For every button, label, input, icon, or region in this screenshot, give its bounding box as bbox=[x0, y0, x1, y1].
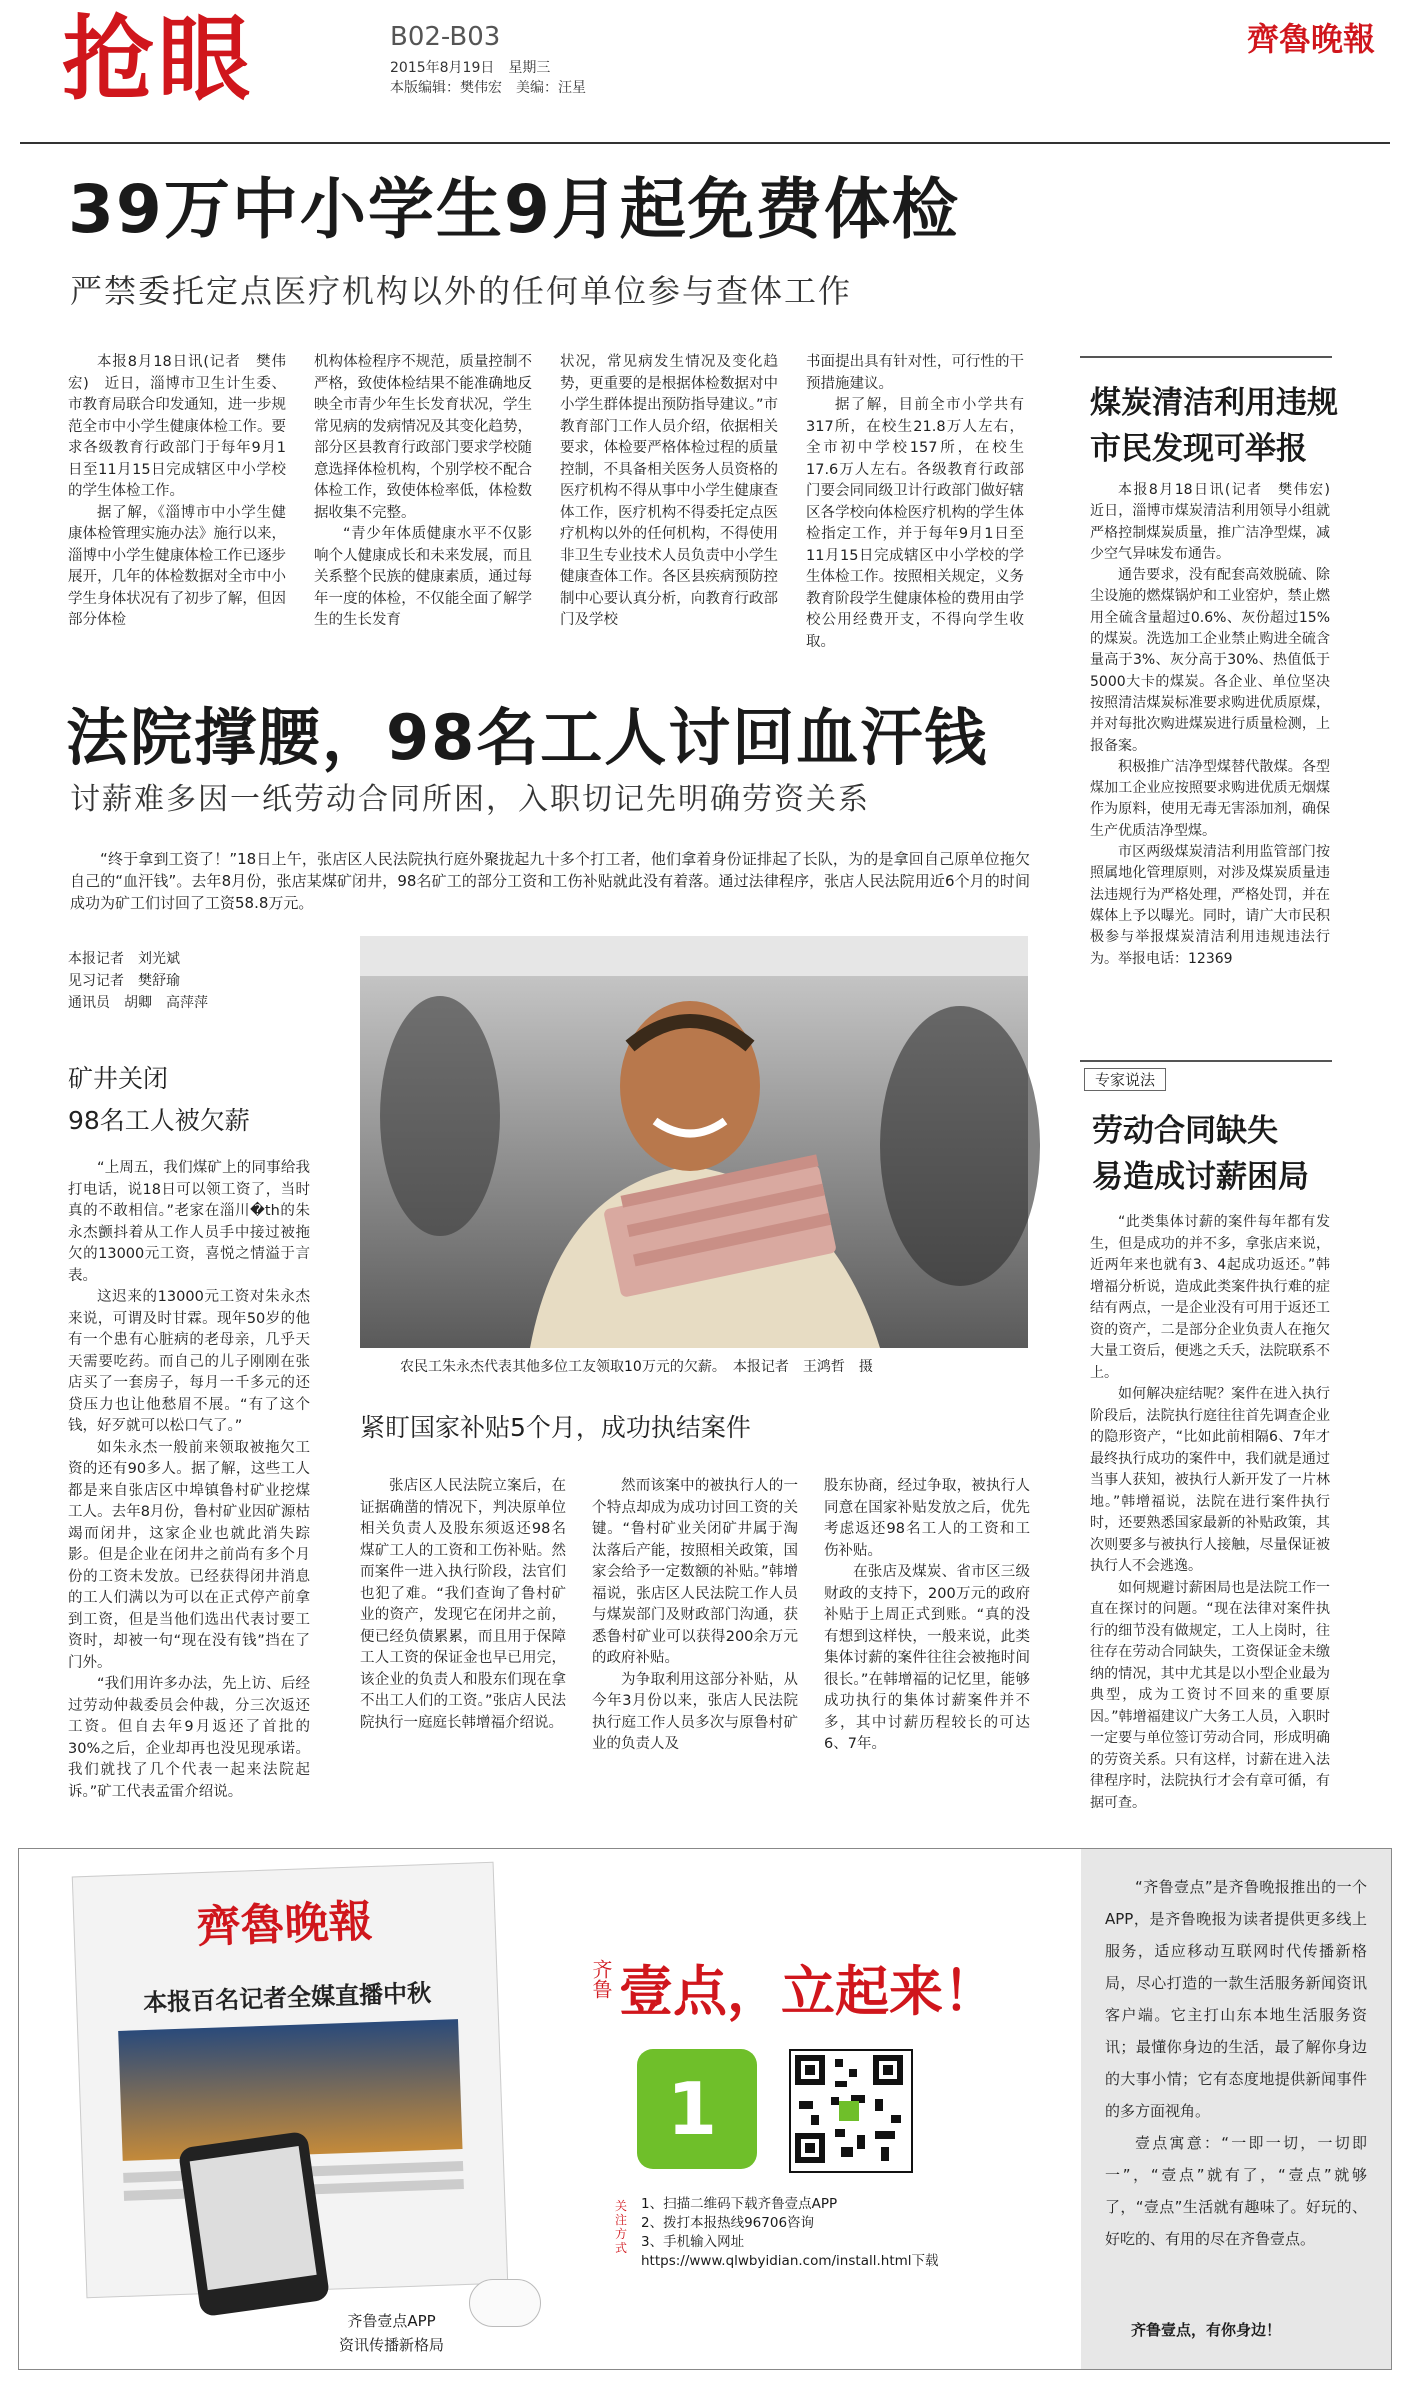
headline-line: 市民发现可举报 bbox=[1090, 431, 1307, 467]
sidebar2-tag bbox=[1084, 1068, 1166, 1091]
paragraph: “齐鲁壹点”是齐鲁晚报推出的一个APP，是齐鲁晚报为读者提供更多线上服务，适应移动互联网时代传播新格局，尽心打造的一款生活服务新闻资讯客户端。它主打山东本地生活服务资讯；最懂你身边的生活，最了解你身边的大事小情；它有态度地提供新闻事件的多方面视角。 bbox=[1105, 1878, 1367, 2120]
paragraph: 据了解，《淄博市中小学生健康体检管理实施办法》施行以来，淄博中小学生健康体检工作已逐步展开，几年的体检数据对全市中小学生身体状况有了初步了解，但因部分体检 bbox=[68, 504, 286, 628]
title-line: 98名工人被欠薪 bbox=[68, 1106, 250, 1135]
story2-section2-column-1 bbox=[360, 1476, 566, 1836]
paragraph: 状况，常见病发生情况及变化趋势，更重要的是根据体检数据对中小学生群体提出预防指导建议。”市教育部门工作人员介绍，依据相关要求，体检要严格体检过程的质量控制，不具备相关医务人员资格的医疗机构不得从事中小学生健康查体工作，医疗机构不得委托定点医疗机构以外的任何机构，不得使用非卫生专业技术人员负责中小学生健康查体工作。各区县疾病预防控制中心要认真分析，向教育行政部门及学校 bbox=[560, 354, 778, 628]
how-to-list bbox=[641, 2195, 939, 2271]
lead-paragraph: “终于拿到工资了！”18日上午，张店区人民法院执行庭外聚拢起九十多个打工者，他们拿着身份证排起了长队，为的是拿回自己原单位拖欠自己的“血汗钱”。去年8月份，张店某煤矿闭井，98名矿工的部分工资和工伤补贴就此没有着落。通过法律程序，张店人民法院用近6个月的时间成功为矿工们讨回了工资58.8万元。 bbox=[70, 850, 1030, 912]
story2-section1-body bbox=[68, 1158, 310, 1834]
app-advertisement bbox=[18, 1848, 1392, 2370]
phone-icon bbox=[178, 2131, 330, 2317]
mockup-headline: 本报百名记者全媒直播中秋 bbox=[142, 1979, 432, 2018]
brand-small: 齐鲁 bbox=[589, 1959, 613, 1999]
paragraph: 在张店及煤炭、省市区三级财政的支持下，200万元的政府补贴于上周正式到账。“真的没有想到这样快，一般来说，此类集体讨薪的案件往往会被拖时间很长。”在韩增福的记忆里，能够成功执行的集体讨薪案件并不多，其中讨薪历程较长的可达6、7年。 bbox=[824, 1564, 1030, 1752]
how-label: 关注方式 bbox=[615, 2199, 628, 2255]
app-caption bbox=[339, 2309, 444, 2357]
newspaper-logo: 齊魯晚報 bbox=[1246, 20, 1375, 58]
how-line: 3、手机输入网址 bbox=[641, 2234, 745, 2250]
story1-column-1 bbox=[68, 352, 286, 648]
sidebar1-rule-top bbox=[1080, 356, 1332, 358]
story2-subhead: 讨薪难多因一纸劳动合同所困，入职切记先明确劳资关系 bbox=[70, 782, 870, 817]
ad-sign: 齐鲁壹点，有你身边！ bbox=[1131, 2321, 1282, 2339]
paragraph: 据了解，目前全市小学共有317所，在校生21.8万人左右，全市初中学校157所，在校生17.6万人左右。各级教育行政部门要会同同级卫计行政部门做好辖区各学校向体检医疗机构的学生体检指定工作，并于每年9月1日至11月15日完成辖区中小学校的学生体检工作。按照相关规定，义务教育阶段学生健康体检的费用由学校公用经费开支，不得向学生收取。 bbox=[806, 397, 1024, 650]
story2-section2-column-2 bbox=[592, 1476, 798, 1836]
story2-section2-title: 紧盯国家补贴5个月，成功执结案件 bbox=[360, 1413, 751, 1442]
story2-headline: 法院撑腰，98名工人讨回血汗钱 bbox=[66, 701, 989, 774]
reporter-line: 本报记者 刘光斌 bbox=[68, 951, 180, 967]
story2-lead bbox=[70, 848, 1030, 914]
paragraph: 如朱永杰一般前来领取被拖欠工资的还有90多人。据了解，这些工人都是来自张店区中埠镇鲁村矿业挖煤工人。去年8月份，鲁村矿业因矿源枯竭而闭井，这家企业也就此消失踪影。但是企业在闭井之前尚有多个月份的工资未发放。已经获得闭井消息的工人们满以为可以在正式停产前拿到工资，但是当他们选出代表讨要工资时，却被一句“现在没有钱”挡在了门外。 bbox=[68, 1439, 310, 1671]
app-icon bbox=[637, 2049, 757, 2169]
ad-slogan: 壹点，立起来！ bbox=[619, 1960, 997, 2023]
paragraph: 本报8月18日讯(记者 樊伟宏) 近日，淄博市卫生计生委、市教育局联合印发通知，进一步规范全市中小学生健康体检工作。要求各级教育行政部门于每年9月1日至11月15日完成辖区中小学校的学生体检工作。 bbox=[68, 354, 286, 499]
qr-pattern bbox=[791, 2051, 907, 2167]
header-divider bbox=[20, 142, 1390, 144]
paragraph: 股东协商，经过争取，被执行人同意在国家补贴发放之后，优先考虑返还98名工人的工资和工伤补贴。 bbox=[824, 1478, 1030, 1559]
worker-photo-illustration bbox=[360, 936, 1028, 1348]
mouse-icon bbox=[469, 2279, 541, 2327]
paragraph: 市区两级煤炭清洁利用监管部门按照属地化管理原则，对涉及煤炭质量违法违规行为严格处理，严格处罚，并在媒体上予以曝光。同时，请广大市民积极参与举报煤炭清洁利用违规违法行为。举报电话：12369 bbox=[1090, 844, 1330, 967]
masthead-meta bbox=[390, 58, 586, 98]
sidebar1-headline bbox=[1090, 380, 1340, 472]
story1-column-2 bbox=[314, 352, 532, 648]
expert-tag: 专家说法 bbox=[1084, 1068, 1166, 1091]
phone-screen bbox=[190, 2146, 317, 2290]
paragraph: 然而该案中的被执行人的一个特点却成为成功讨回工资的关键。“鲁村矿业关闭矿井属于淘汰落后产能，按照相关政策，国家会给予一定数额的补贴。”韩增福说，张店区人民法院工作人员与煤炭部门及财政部门沟通，获悉鲁村矿业可以获得200余万元的政府补贴。 bbox=[592, 1478, 798, 1666]
date-line: 2015年8月19日 星期三 bbox=[390, 60, 551, 76]
editor-line: 本版编辑：樊伟宏 美编：汪星 bbox=[390, 80, 586, 96]
paragraph: 为争取利用这部分补贴，从今年3月份以来，张店人民法院执行庭工作人员多次与原鲁村矿业的负责人及 bbox=[592, 1671, 798, 1752]
photo-caption: 农民工朱永杰代表其他多位工友领取10万元的欠薪。 本报记者 王鸿哲 摄 bbox=[400, 1359, 873, 1375]
paragraph: “此类集体讨薪的案件每年都有发生，但是成功的并不多，拿张店来说，近两年来也就有3、4起成功返还。”韩增福分析说，造成此类案件执行难的症结有两点，一是企业没有可用于返还工资的资产，二是部分企业负责人在拖欠大量工资后，便逃之夭夭，法院联系不上。 bbox=[1090, 1214, 1330, 1381]
story1-headline: 39万中小学生9月起免费体检 bbox=[68, 171, 960, 248]
headline-line: 易造成讨薪困局 bbox=[1092, 1159, 1309, 1195]
story2-reporters bbox=[68, 948, 228, 1014]
page-range: B02-B03 bbox=[390, 22, 501, 52]
story1-subhead: 严禁委托定点医疗机构以外的任何单位参与查体工作 bbox=[70, 272, 853, 310]
how-line: 2、拨打本报热线96706咨询 bbox=[641, 2215, 815, 2231]
story1-column-3 bbox=[560, 352, 778, 648]
paragraph: 本报8月18日讯(记者 樊伟宏) 近日，淄博市煤炭清洁利用领导小组就严格控制煤炭质量，推广洁净型煤，减少空气异味发布通告。 bbox=[1090, 482, 1344, 562]
how-line: 1、扫描二维码下载齐鲁壹点APP bbox=[641, 2196, 838, 2212]
paragraph: 张店区人民法院立案后，在证据确凿的情况下，判决原单位相关负责人及股东须返还98名煤矿工人的工资和工伤补贴。然而案件一进入执行阶段，法官们也犯了难。“我们查询了鲁村矿业的资产，发现它在闭井之前，便已经负债累累，而且用于保障工人工资的保证金也早已用完，该企业的负责人和股东们现在拿不出工人们的工资。”张店人民法院执行一庭庭长韩增福介绍说。 bbox=[360, 1478, 566, 1731]
title-line: 矿井关闭 bbox=[68, 1064, 169, 1093]
worker-photo bbox=[360, 936, 1028, 1348]
paragraph: 壹点寓意：“一即一切，一切即一”，“壹点”就有了，“壹点”就够了，“壹点”生活就有趣味了。好玩的、好吃的、有用的尽在齐鲁壹点。 bbox=[1105, 2134, 1367, 2248]
install-url[interactable]: https://www.qlwbyidian.com/install.html下载 bbox=[641, 2253, 939, 2269]
paragraph: 机构体检程序不规范，质量控制不严格，致使体检结果不能准确地反映全市青少年生长发育状况，学生常见病的发病情况及其变化趋势，部分区县教育行政部门要求学校随意选择体检机构，个别学校不配合体检工作，致使体检率低，体检数据收集不完整。 bbox=[314, 354, 532, 521]
story2-section2-column-3 bbox=[824, 1476, 1030, 1836]
sidebar2-body bbox=[1090, 1212, 1330, 1832]
caption-line: 资讯传播新格局 bbox=[339, 2336, 445, 2354]
paragraph: “青少年体质健康水平不仅影响个人健康成长和未来发展，而且关系整个民族的健康素质，通过每年一度的体检，不仅能全面了解学生的生长发育 bbox=[314, 526, 532, 628]
paragraph: “我们用许多办法，先上访、后经过劳动仲裁委员会仲裁，分三次返还工资。但自去年9月返还了首批的30%之后，企业却再也没见现承诺。我们就找了几个代表一起来法院起诉。”矿工代表孟雷介绍说。 bbox=[68, 1676, 310, 1800]
paragraph: 这迟来的13000元工资对朱永杰来说，可谓及时甘霖。现年50岁的他有一个患有心脏病的老母亲，几乎天天需要吃药。而自己的儿子刚刚在张店买了一套房子，每月一千多元的还贷压力也让他愁眉不展。“有了这个钱，好歹就可以松口气了。” bbox=[68, 1289, 310, 1434]
section-title: 抢眼 bbox=[62, 6, 255, 113]
paragraph: 书面提出具有针对性，可行性的干预措施建议。 bbox=[806, 354, 1024, 392]
qr-code-icon bbox=[789, 2049, 913, 2173]
headline-line: 煤炭清洁利用违规 bbox=[1090, 385, 1338, 421]
caption-line: 齐鲁壹点APP bbox=[347, 2312, 436, 2330]
mockup-logo: 齊魯晚報 bbox=[195, 1896, 374, 1954]
paragraph: 如何规避讨薪困局也是法院工作一直在探讨的问题。“现在法律对案件执行的细节没有做规定，工人上岗时，往往存在劳动合同缺失，工资保证金未缴纳的情况，其中尤其是以小型企业最为典型，成为工资讨不回来的重要原因。”韩增福建议广大务工人员，入职时一定要与单位签订劳动合同，形成明确的劳资关系。只有这样，讨薪在进入法律程序时，法院执行才会有章可循，有据可查。 bbox=[1090, 1579, 1330, 1811]
paragraph: 通告要求，没有配套高效脱硫、除尘设施的燃煤锅炉和工业窑炉，禁止燃用全硫含量超过0.6%、灰份超过15%的煤炭。洗选加工企业禁止购进全硫含量高于3%、灰分高于30%、热值低于5000大卡的煤炭。各企业、单位坚决按照清洁煤炭标准要求购进优质原煤，并对每批次购进煤炭进行质量检测，上报备案。 bbox=[1090, 567, 1330, 754]
sidebar1-rule-bottom bbox=[1080, 1060, 1332, 1062]
reporter-line: 通讯员 胡卿 高萍萍 bbox=[68, 995, 208, 1011]
sidebar1-body bbox=[1090, 480, 1344, 1040]
paragraph: 积极推广洁净型煤替代散煤。各型煤加工企业应按照要求购进优质无烟煤作为原料，使用无毒无害添加剂，确保生产优质洁净型煤。 bbox=[1090, 758, 1330, 839]
sidebar2-headline bbox=[1092, 1108, 1342, 1200]
paragraph: “上周五，我们煤矿上的同事给我打电话，说18日可以领工资了，当时真的不敢相信。”老家在淄川�th的朱永杰颤抖着从工作人员手中接过被拖欠的13000元工资，喜悦之情溢于言表。 bbox=[68, 1160, 310, 1284]
app-icon-glyph: 1 bbox=[667, 2067, 718, 2151]
reporter-line: 见习记者 樊舒瑜 bbox=[68, 973, 180, 989]
story2-section1-title bbox=[68, 1058, 250, 1142]
story1-column-4 bbox=[806, 352, 1024, 648]
ad-description-panel bbox=[1081, 1849, 1391, 2369]
headline-line: 劳动合同缺失 bbox=[1092, 1113, 1278, 1149]
ad-description bbox=[1105, 1871, 1367, 2255]
paragraph: 如何解决症结呢？案件在进入执行阶段后，法院执行庭往往首先调查企业的隐形资产，“比如此前相隔6、7年才最终执行成功的案件中，我们就是通过当事人获知，被执行人新开发了一片林地。”韩增福说，法院在进行案件执行时，还要熟悉国家最新的补贴政策，其次则要多与被执行人接触，尽量保证被执行人不会逃逸。 bbox=[1090, 1386, 1330, 1574]
